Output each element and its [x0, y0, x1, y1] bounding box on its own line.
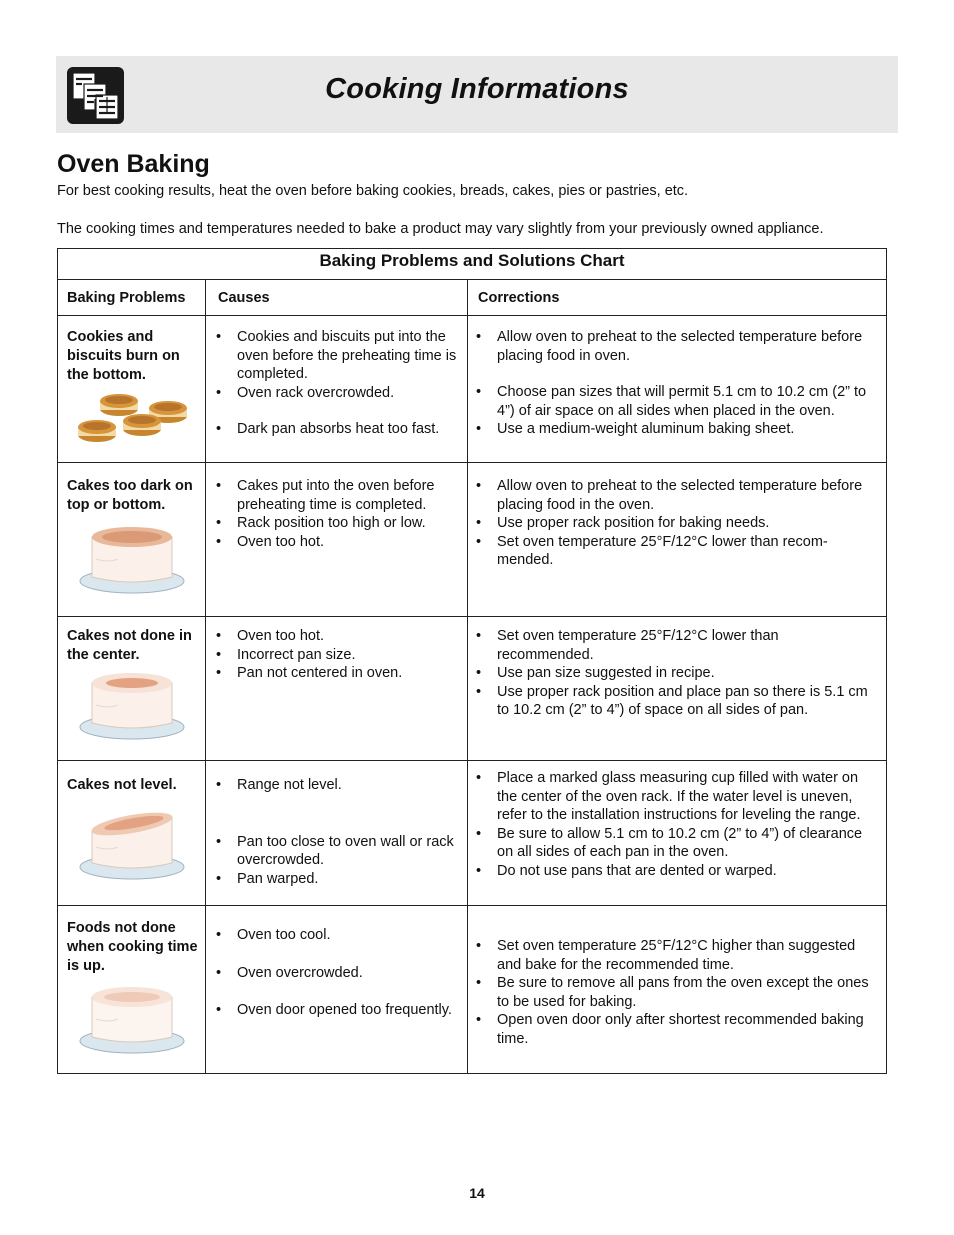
row-divider [58, 905, 886, 906]
correction-item: • Use a medium-weight aluminum baking sheet. [474, 420, 878, 439]
cake-undone-center-icon [78, 669, 190, 741]
correction-item: • Allow oven to preheat to the selected temperature before placing food in the oven. [474, 477, 878, 514]
cake-pale-icon [78, 983, 190, 1055]
page-number: 14 [469, 1185, 485, 1201]
cause-item: • Oven too hot. [214, 627, 464, 646]
correction-item: • Do not use pans that are dented or warped. [474, 862, 878, 881]
correction-item: • Choose pan sizes that will permit 5.1 cm to 10.2 cm (2” to 4”) of air space on all sides when placed in the oven. [474, 383, 878, 420]
cause-item: • Rack position too high or low. [214, 514, 464, 533]
causes-list [214, 328, 464, 439]
baking-problems-chart [57, 248, 887, 1074]
problem-label: Foods not done when cooking time is up. [67, 920, 198, 974]
row-divider [58, 616, 886, 617]
problem-label: Cookies and biscuits burn on the bottom. [67, 329, 180, 383]
cause-item: • Pan warped. [214, 870, 464, 889]
cause-item: • Cakes put into the oven before preheating time is completed. [214, 477, 464, 514]
correction-item: • Open oven door only after shortest recommended baking time. [474, 1011, 878, 1048]
cause-item: • Cookies and biscuits put into the oven before the preheating time is completed. [214, 328, 464, 384]
causes-list [214, 477, 464, 551]
corrections-list [474, 937, 878, 1048]
cause-item: • Oven door opened too frequently. [214, 1001, 464, 1020]
corrections-list [474, 627, 878, 720]
column-divider [467, 280, 468, 1073]
causes-list [214, 776, 464, 888]
section-title: Oven Baking [57, 150, 210, 178]
cake-dark-top-icon [78, 523, 190, 595]
cookies-icon [76, 389, 190, 447]
correction-item: • Be sure to allow 5.1 cm to 10.2 cm (2” to 4”) of clearance on all sides of each pan in the oven. [474, 825, 878, 862]
correction-item: • Set oven temperature 25°F/12°C lower than recommended. [474, 627, 878, 664]
intro-paragraph: The cooking times and temperatures needed to bake a product may vary slightly from your previously owned appliance. [57, 221, 824, 237]
cake-not-level-icon [78, 809, 190, 881]
column-header-problems: Baking Problems [67, 290, 186, 306]
problem-label: Cakes not done in the center. [67, 628, 192, 663]
row-divider [58, 315, 886, 316]
column-header-corrections: Corrections [478, 290, 560, 306]
causes-list [214, 926, 464, 1020]
corrections-list [474, 769, 878, 880]
row-divider [58, 462, 886, 463]
corrections-list [474, 328, 878, 439]
cookie-back-left [100, 394, 138, 416]
causes-list [214, 627, 464, 683]
cookie-front-left [78, 420, 116, 442]
cause-item: • Range not level. [214, 776, 464, 795]
cause-item: • Pan too close to oven wall or rack overcrowded. [214, 833, 464, 870]
correction-item: • Set oven temperature 25°F/12°C higher than suggested and bake for the recommended time. [474, 937, 878, 974]
row-divider [58, 760, 886, 761]
correction-item: • Set oven temperature 25°F/12°C lower than recom-mended. [474, 533, 878, 570]
correction-item: • Be sure to remove all pans from the oven except the ones to be used for baking. [474, 974, 878, 1011]
page-title: Cooking Informations [325, 73, 629, 105]
column-header-causes: Causes [218, 290, 270, 306]
cause-item: • Oven rack overcrowded. [214, 384, 464, 403]
cause-item: • Pan not centered in oven. [214, 664, 464, 683]
column-divider [205, 280, 206, 1073]
cause-item: • Incorrect pan size. [214, 646, 464, 665]
cause-item: • Oven too cool. [214, 926, 464, 945]
cause-item: • Dark pan absorbs heat too fast. [214, 420, 464, 439]
problem-label: Cakes too dark on top or bottom. [67, 478, 193, 513]
cookie-front-right [123, 414, 161, 436]
correction-item: • Use pan size suggested in recipe. [474, 664, 878, 683]
cause-item: • Oven overcrowded. [214, 964, 464, 983]
cause-item: • Oven too hot. [214, 533, 464, 552]
correction-item: • Allow oven to preheat to the selected temperature before placing food in oven. [474, 328, 878, 365]
correction-item: • Use proper rack position for baking needs. [474, 514, 878, 533]
header-band [56, 56, 898, 133]
correction-item: • Place a marked glass measuring cup filled with water on the center of the oven rack. If the water level is uneven, refer to the installation instructions for leveling the range. [474, 769, 878, 825]
chart-title: Baking Problems and Solutions Chart [58, 249, 886, 280]
problem-label: Cakes not level. [67, 777, 177, 793]
corrections-list [474, 477, 878, 570]
correction-item: • Use proper rack position and place pan so there is 5.1 cm to 10.2 cm (2” to 4”) of space on all sides of pan. [474, 683, 878, 720]
intro-paragraph: For best cooking results, heat the oven before baking cookies, breads, cakes, pies or pastries, etc. [57, 183, 689, 199]
